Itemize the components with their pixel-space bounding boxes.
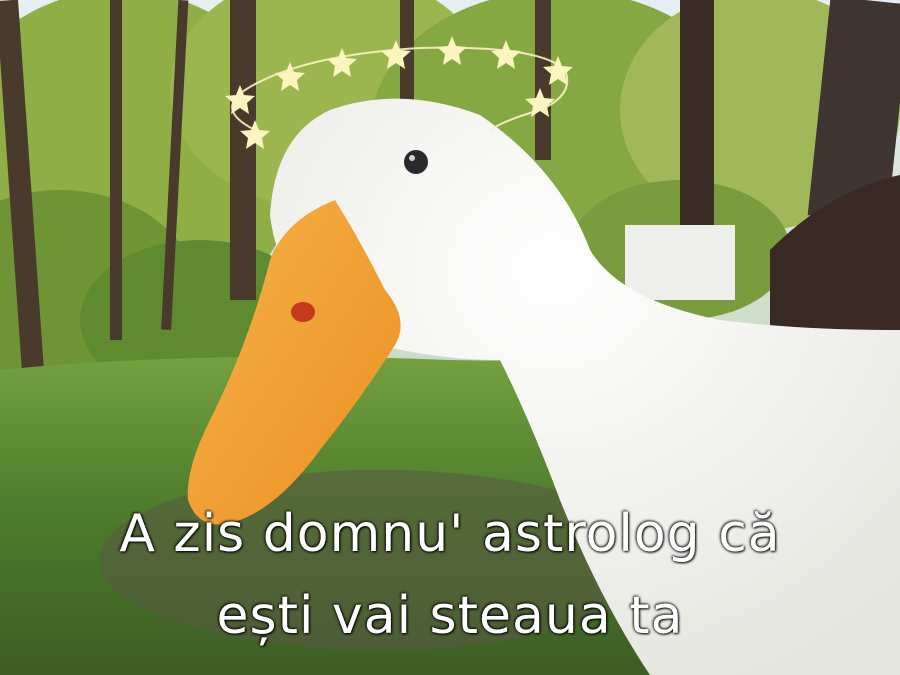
nostril [291,302,315,322]
background-shed [625,225,735,300]
caption-line-1: A zis domnu' astrolog că [119,504,781,564]
caption-line-2: ești vai steaua ta [216,586,684,646]
duck-eye [404,150,428,174]
